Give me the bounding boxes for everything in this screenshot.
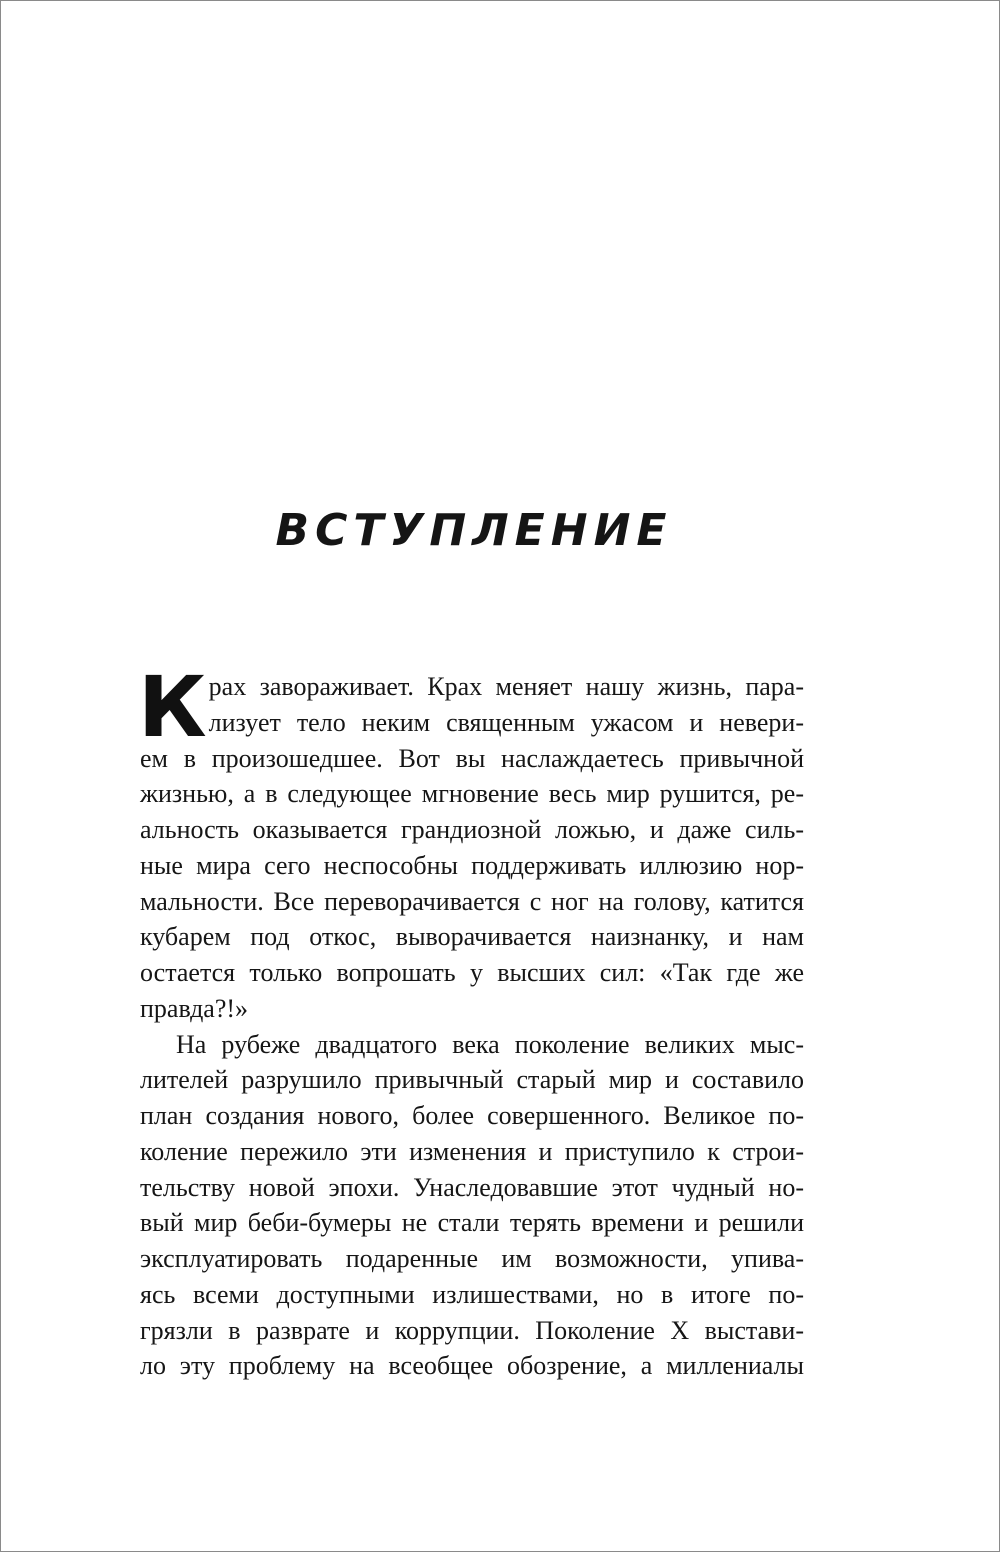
text-line: план создания нового, более совершенного. Великое по- bbox=[140, 1101, 804, 1130]
drop-cap: К bbox=[138, 658, 207, 756]
text-line: тельству новой эпохи. Унаследовавшие этот чудный но- bbox=[140, 1172, 804, 1202]
text-line: ем в произошедшее. Вот вы наслаждаетесь привычной bbox=[140, 743, 804, 773]
text-line: жизнью, а в следующее мгновение весь мир рушится, ре- bbox=[140, 779, 804, 809]
text-line: ясь всеми доступными излишествами, но в итоге по- bbox=[140, 1279, 804, 1309]
body-text bbox=[138, 658, 804, 1384]
text-line: ные мира сего неспособны поддерживать иллюзию нор- bbox=[140, 850, 804, 880]
text-line: правда?!» bbox=[140, 993, 249, 1023]
text-line: На рубеже двадцатого века поколение великих мыс- bbox=[176, 1029, 804, 1059]
text-line: альность оказывается грандиозной ложью, и даже силь- bbox=[140, 815, 804, 844]
text-line: лизует тело неким священным ужасом и невери- bbox=[208, 707, 804, 737]
text-line: рах завораживает. Крах меняет нашу жизнь, пара- bbox=[208, 672, 804, 701]
paragraph-2 bbox=[140, 1027, 804, 1385]
chapter-title: ВСТУПЛЕНИЕ bbox=[275, 505, 673, 557]
paragraph-1 bbox=[138, 658, 804, 1027]
text-line: кубарем под откос, выворачивается наизнанку, и нам bbox=[140, 922, 804, 952]
text-line: коление пережило эти изменения и приступило к строи- bbox=[140, 1136, 804, 1166]
text-line: ло эту проблему на всеобщее обозрение, а миллениалы bbox=[140, 1351, 804, 1381]
text-line: остается только вопрошать у высших сил: «Так где же bbox=[140, 958, 804, 987]
text-line: эксплуатировать подаренные им возможности, упива- bbox=[140, 1244, 804, 1273]
text-line: грязли в разврате и коррупции. Поколение X выстави- bbox=[140, 1315, 804, 1345]
text-line: мальности. Все переворачивается с ног на голову, катится bbox=[140, 886, 804, 916]
text-line: вый мир беби-бумеры не стали терять времени и решили bbox=[140, 1208, 804, 1238]
text-line: лителей разрушило привычный старый мир и составило bbox=[140, 1065, 804, 1095]
